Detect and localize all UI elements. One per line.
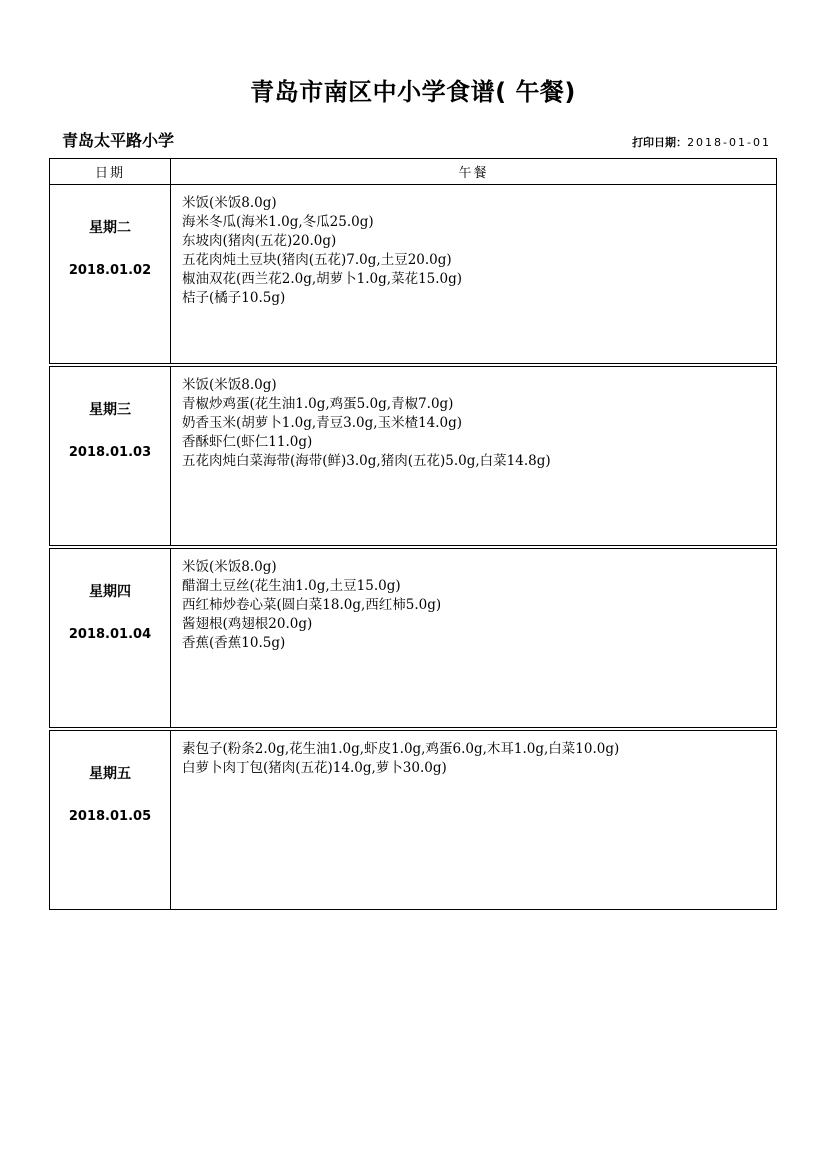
weekday: 星期四	[89, 584, 131, 600]
dish-item: 椒油双花(西兰花2.0g,胡萝卜1.0g,菜花15.0g)	[182, 271, 463, 287]
dishes-cell	[171, 731, 777, 910]
print-date-label: 打印日期：	[632, 136, 688, 149]
header-date: 日期	[50, 159, 171, 185]
dishes-cell	[171, 549, 777, 728]
dish-item: 米饭(米饭8.0g)	[182, 195, 277, 211]
dish-item: 酱翅根(鸡翅根20.0g)	[182, 616, 313, 632]
table-header-row	[50, 159, 777, 185]
day-row	[50, 185, 777, 364]
date: 2018.01.04	[68, 627, 152, 642]
menu-body	[50, 185, 777, 910]
dish-item: 东坡肉(猪肉(五花)20.0g)	[182, 233, 337, 249]
date: 2018.01.03	[68, 445, 152, 460]
print-date-value: 2018-01-01	[687, 136, 771, 149]
dishes-cell	[171, 185, 777, 364]
menu-table	[49, 158, 777, 910]
page-title: 青岛市南区中小学食谱( 午餐)	[250, 78, 576, 106]
day-row	[50, 367, 777, 546]
dish-item: 海米冬瓜(海米1.0g,冬瓜25.0g)	[182, 214, 374, 230]
weekday: 星期二	[89, 220, 131, 236]
dish-item: 米饭(米饭8.0g)	[182, 559, 277, 575]
dish-item: 米饭(米饭8.0g)	[182, 377, 277, 393]
weekday: 星期三	[89, 402, 131, 418]
day-cell	[50, 731, 171, 910]
day-cell	[50, 549, 171, 728]
day-row	[50, 731, 777, 910]
dish-item: 香蕉(香蕉10.5g)	[182, 635, 286, 651]
day-cell	[50, 367, 171, 546]
dish-item: 醋溜土豆丝(花生油1.0g,土豆15.0g)	[182, 578, 401, 594]
header-lunch: 午餐	[171, 159, 777, 185]
dish-item: 西红柿炒卷心菜(圆白菜18.0g,西红柿5.0g)	[182, 597, 442, 613]
day-cell	[50, 185, 171, 364]
weekday: 星期五	[89, 766, 131, 782]
date: 2018.01.02	[68, 263, 152, 278]
dish-item: 素包子(粉条2.0g,花生油1.0g,虾皮1.0g,鸡蛋6.0g,木耳1.0g,白菜10.0g)	[182, 741, 620, 757]
dish-item: 白萝卜肉丁包(猪肉(五花)14.0g,萝卜30.0g)	[182, 760, 447, 776]
school-name: 青岛太平路小学	[62, 131, 175, 150]
dish-item: 香酥虾仁(虾仁11.0g)	[182, 434, 313, 450]
day-row	[50, 549, 777, 728]
dish-item: 五花肉炖土豆块(猪肉(五花)7.0g,土豆20.0g)	[182, 252, 452, 268]
dish-item: 奶香玉米(胡萝卜1.0g,青豆3.0g,玉米楂14.0g)	[182, 415, 463, 431]
dish-item: 桔子(橘子10.5g)	[182, 290, 286, 306]
dish-item: 五花肉炖白菜海带(海带(鲜)3.0g,猪肉(五花)5.0g,白菜14.8g)	[182, 453, 551, 469]
print-date	[632, 135, 771, 151]
dish-item: 青椒炒鸡蛋(花生油1.0g,鸡蛋5.0g,青椒7.0g)	[182, 396, 454, 412]
dishes-cell	[171, 367, 777, 546]
date: 2018.01.05	[68, 809, 152, 824]
